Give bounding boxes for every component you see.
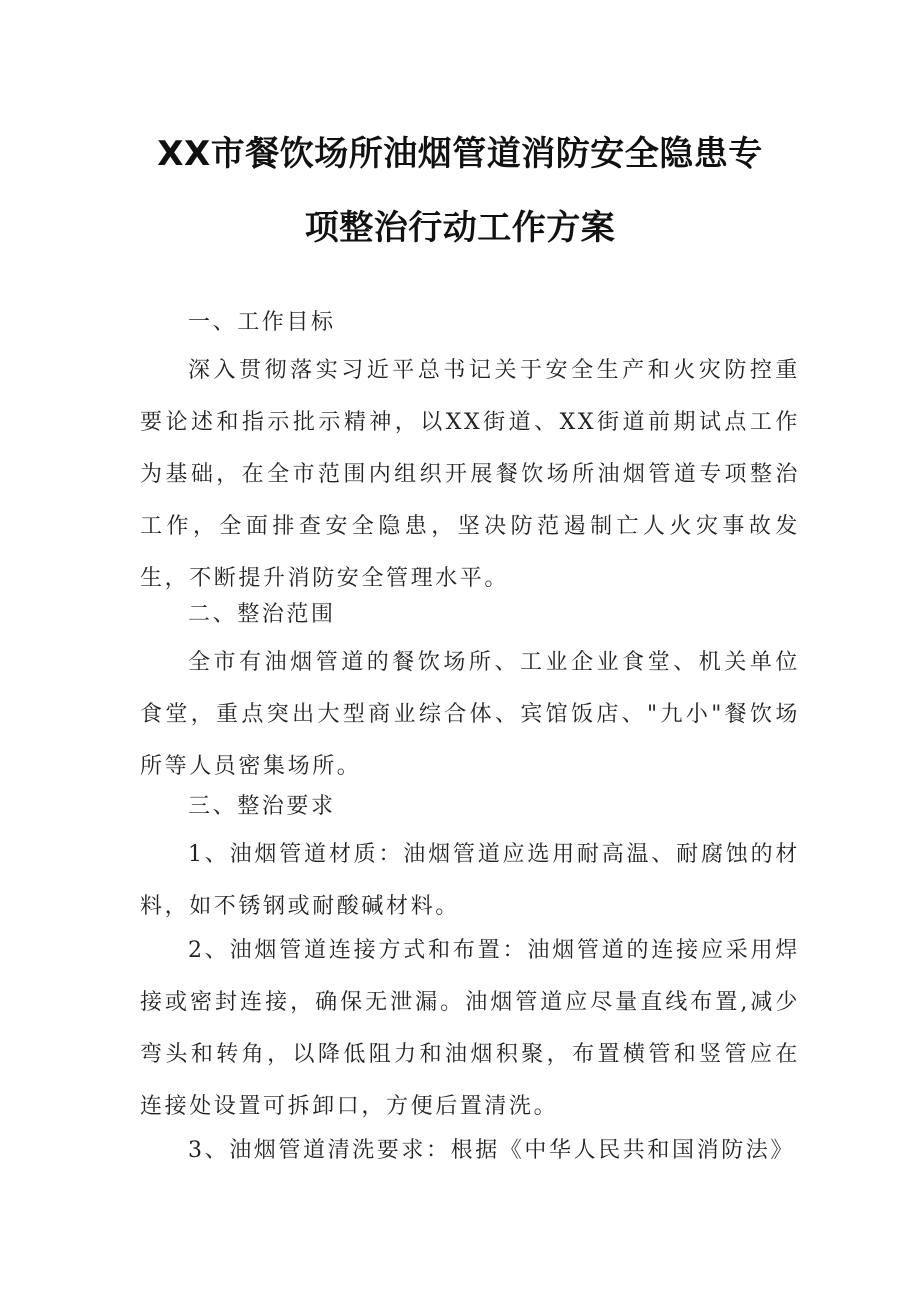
section-3-heading: 三、整治要求 — [188, 794, 336, 819]
section-1-heading: 一、工作目标 — [188, 310, 336, 335]
requirement-item-3: 3、油烟管道清洗要求：根据《中华人民共和国消防法》 — [188, 1138, 795, 1163]
section-1-body: 深入贯彻落实习近平总书记关于安全生产和火灾防控重要论述和指示批示精神，以XX街道、XX街道前期试点工作为基础，在全市范围内组织开展餐饮场所油烟管道专项整治工作，全面排查安全隐患，坚决防范遏制亡人火灾事故发生，不断提升消防安全管理水平。 — [140, 358, 800, 591]
document-title-line-1: XX市餐饮场所油烟管道消防安全隐患专 — [157, 134, 763, 174]
requirement-item-1: 1、油烟管道材质：油烟管道应选用耐高温、耐腐蚀的材料，如不锈钢或耐酸碱材料。 — [140, 842, 800, 919]
section-2-body: 全市有油烟管道的餐饮场所、工业企业食堂、机关单位食堂，重点突出大型商业综合体、宾馆饭店、"九小"餐饮场所等人员密集场所。 — [140, 650, 800, 779]
document-title-line-2: 项整治行动工作方案 — [304, 208, 616, 248]
requirement-item-2: 2、油烟管道连接方式和布置：油烟管道的连接应采用焊接或密封连接，确保无泄漏。油烟管道应尽量直线布置,减少弯头和转角，以降低阻力和油烟积聚，布置横管和竖管应在连接处设置可拆卸口，方便后置清洗。 — [140, 938, 800, 1119]
section-2-heading: 二、整治范围 — [188, 602, 336, 627]
